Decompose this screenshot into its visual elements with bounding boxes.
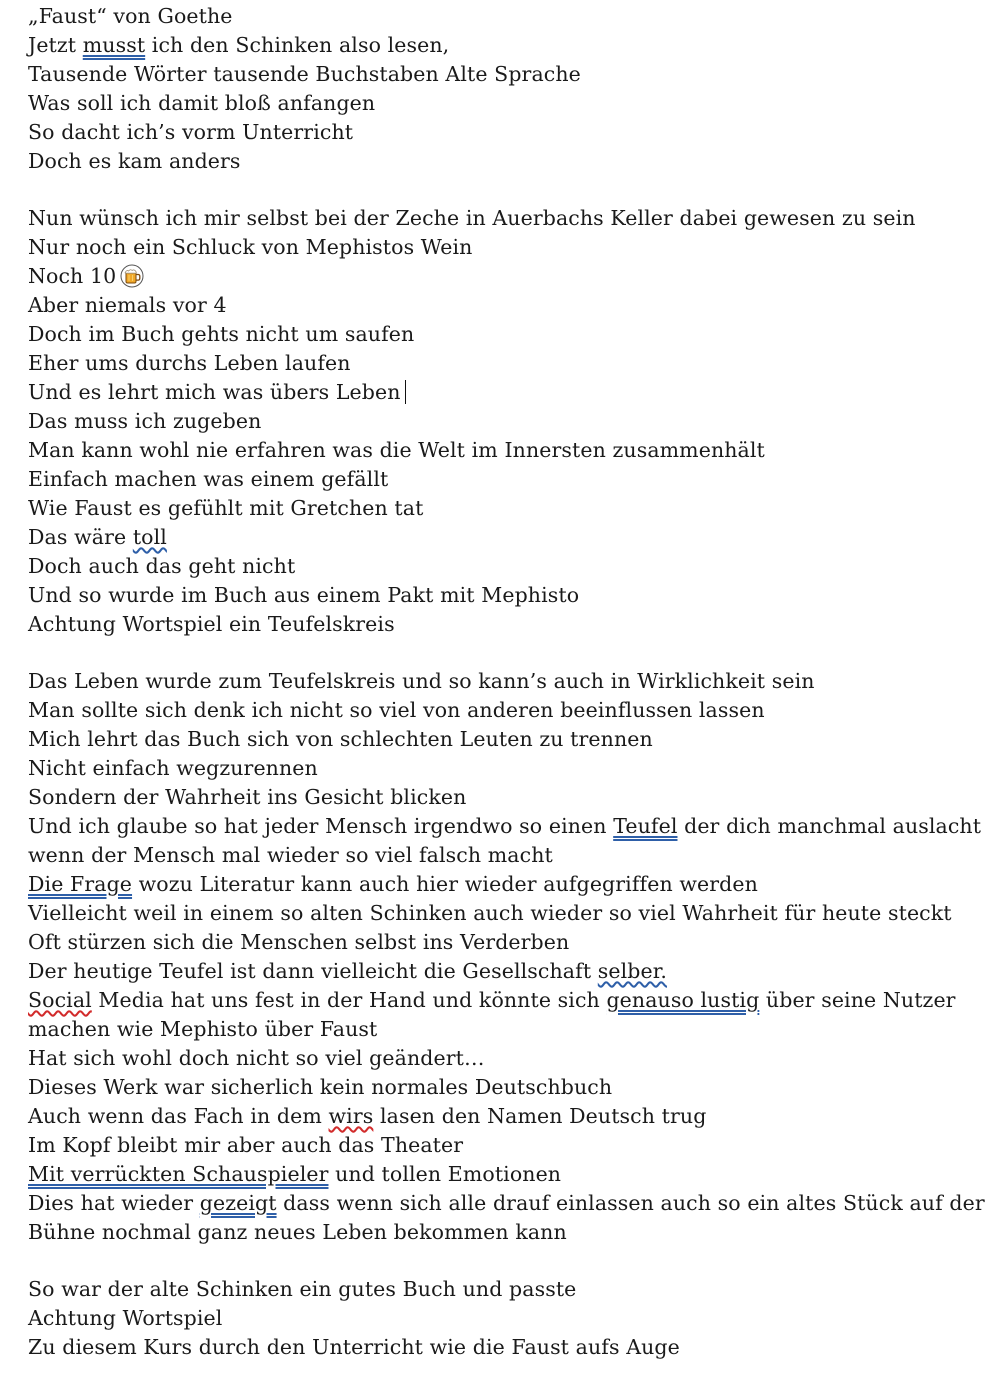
grammar-marked-word[interactable]: selber. bbox=[597, 959, 668, 983]
text-segment: ich den Schinken also lesen, bbox=[145, 33, 450, 57]
text-line: Im Kopf bleibt mir aber auch das Theater bbox=[28, 1133, 464, 1157]
text-segment: Auch wenn das Fach in dem bbox=[28, 1104, 329, 1128]
text-segment: der dich manchmal auslacht bbox=[677, 814, 982, 838]
document-body[interactable] bbox=[28, 2, 988, 1362]
grammar-marked-word[interactable]: musst bbox=[82, 33, 146, 57]
text-line: Eher ums durchs Leben laufen bbox=[28, 351, 351, 375]
grammar-marked-word[interactable]: Teufel bbox=[613, 814, 678, 838]
grammar-marked-word[interactable]: Die Frage bbox=[28, 872, 133, 896]
grammar-marked-word[interactable]: toll bbox=[132, 525, 167, 549]
text-line bbox=[28, 378, 988, 407]
text-line: Was soll ich damit bloß anfangen bbox=[28, 91, 376, 115]
text-line bbox=[28, 31, 988, 60]
document-title: „Faust“ von Goethe bbox=[28, 4, 233, 28]
text-line bbox=[28, 1189, 988, 1218]
text-line: Bühne nochmal ganz neues Leben bekommen kann bbox=[28, 1220, 567, 1244]
text-line bbox=[28, 986, 988, 1015]
text-line: Wie Faust es gefühlt mit Gretchen tat bbox=[28, 496, 424, 520]
text-line: Nur noch ein Schluck von Mephistos Wein bbox=[28, 235, 473, 259]
text-line bbox=[28, 1102, 988, 1131]
text-line: Oft stürzen sich die Menschen selbst ins Verderben bbox=[28, 930, 570, 954]
text-line: Und so wurde im Buch aus einem Pakt mit Mephisto bbox=[28, 583, 580, 607]
text-segment: und tollen Emotionen bbox=[328, 1162, 562, 1186]
text-line: Nun wünsch ich mir selbst bei der Zeche in Auerbachs Keller dabei gewesen zu sein bbox=[28, 206, 916, 230]
text-segment: Media hat uns fest in der Hand und könnte sich bbox=[91, 988, 607, 1012]
text-line: Sondern der Wahrheit ins Gesicht blicken bbox=[28, 785, 467, 809]
text-cursor bbox=[405, 380, 407, 404]
text-line: Achtung Wortspiel bbox=[28, 1306, 223, 1330]
spelling-marked-word[interactable]: Social bbox=[28, 988, 92, 1012]
grammar-marked-word[interactable]: gezeigt bbox=[199, 1191, 277, 1215]
text-line: Das Leben wurde zum Teufelskreis und so kann’s auch in Wirklichkeit sein bbox=[28, 669, 815, 693]
text-line: Zu diesem Kurs durch den Unterricht wie die Faust aufs Auge bbox=[28, 1335, 680, 1359]
text-segment: Das wäre bbox=[28, 525, 133, 549]
text-line: Achtung Wortspiel ein Teufelskreis bbox=[28, 612, 395, 636]
text-segment: Und es lehrt mich was übers Leben bbox=[28, 380, 401, 404]
text-line bbox=[28, 957, 988, 986]
text-line: machen wie Mephisto über Faust bbox=[28, 1017, 378, 1041]
text-line: So dacht ich’s vorm Unterricht bbox=[28, 120, 354, 144]
empty-line bbox=[28, 639, 988, 667]
text-line: Aber niemals vor 4 bbox=[28, 293, 227, 317]
text-line: Einfach machen was einem gefällt bbox=[28, 467, 389, 491]
empty-line bbox=[28, 176, 988, 204]
text-line: So war der alte Schinken ein gutes Buch und passte bbox=[28, 1277, 577, 1301]
text-line: Hat sich wohl doch nicht so viel geändert… bbox=[28, 1046, 485, 1070]
text-segment: dass wenn sich alle drauf einlassen auch so ein altes Stück auf der bbox=[276, 1191, 985, 1215]
text-line bbox=[28, 262, 988, 291]
text-segment: Noch 10 bbox=[28, 264, 117, 288]
text-segment: lasen den Namen Deutsch trug bbox=[373, 1104, 707, 1128]
text-line bbox=[28, 812, 988, 841]
text-line: Vielleicht weil in einem so alten Schinken auch wieder so viel Wahrheit für heute steckt bbox=[28, 901, 952, 925]
text-segment: Jetzt bbox=[28, 33, 83, 57]
text-segment: über seine Nutzer bbox=[759, 988, 956, 1012]
text-line: Tausende Wörter tausende Buchstaben Alte Sprache bbox=[28, 62, 581, 86]
text-line bbox=[28, 1160, 988, 1189]
text-segment: Und ich glaube so hat jeder Mensch irgendwo so einen bbox=[28, 814, 614, 838]
text-line: Mich lehrt das Buch sich von schlechten Leuten zu trennen bbox=[28, 727, 653, 751]
text-line: wenn der Mensch mal wieder so viel falsch macht bbox=[28, 843, 553, 867]
text-line bbox=[28, 523, 988, 552]
text-segment: wozu Literatur kann auch hier wieder aufgegriffen werden bbox=[132, 872, 758, 896]
text-line: Man sollte sich denk ich nicht so viel von anderen beeinflussen lassen bbox=[28, 698, 765, 722]
text-line: Doch auch das geht nicht bbox=[28, 554, 296, 578]
text-line bbox=[28, 870, 988, 899]
text-line: Doch im Buch gehts nicht um saufen bbox=[28, 322, 415, 346]
text-line: Nicht einfach wegzurennen bbox=[28, 756, 318, 780]
text-line: Dieses Werk war sicherlich kein normales Deutschbuch bbox=[28, 1075, 613, 1099]
grammar-marked-word[interactable]: genauso lustig bbox=[606, 988, 760, 1012]
text-line: Doch es kam anders bbox=[28, 149, 241, 173]
beer-mug-icon bbox=[120, 264, 144, 288]
empty-line bbox=[28, 1247, 988, 1275]
spelling-marked-word[interactable]: wirs bbox=[328, 1104, 374, 1128]
grammar-marked-word[interactable]: Mit verrückten Schauspieler bbox=[28, 1162, 329, 1186]
text-segment: Dies hat wieder bbox=[28, 1191, 200, 1215]
text-segment: Der heutige Teufel ist dann vielleicht die Gesellschaft bbox=[28, 959, 598, 983]
text-line: Das muss ich zugeben bbox=[28, 409, 262, 433]
text-line: Man kann wohl nie erfahren was die Welt im Innersten zusammenhält bbox=[28, 438, 765, 462]
